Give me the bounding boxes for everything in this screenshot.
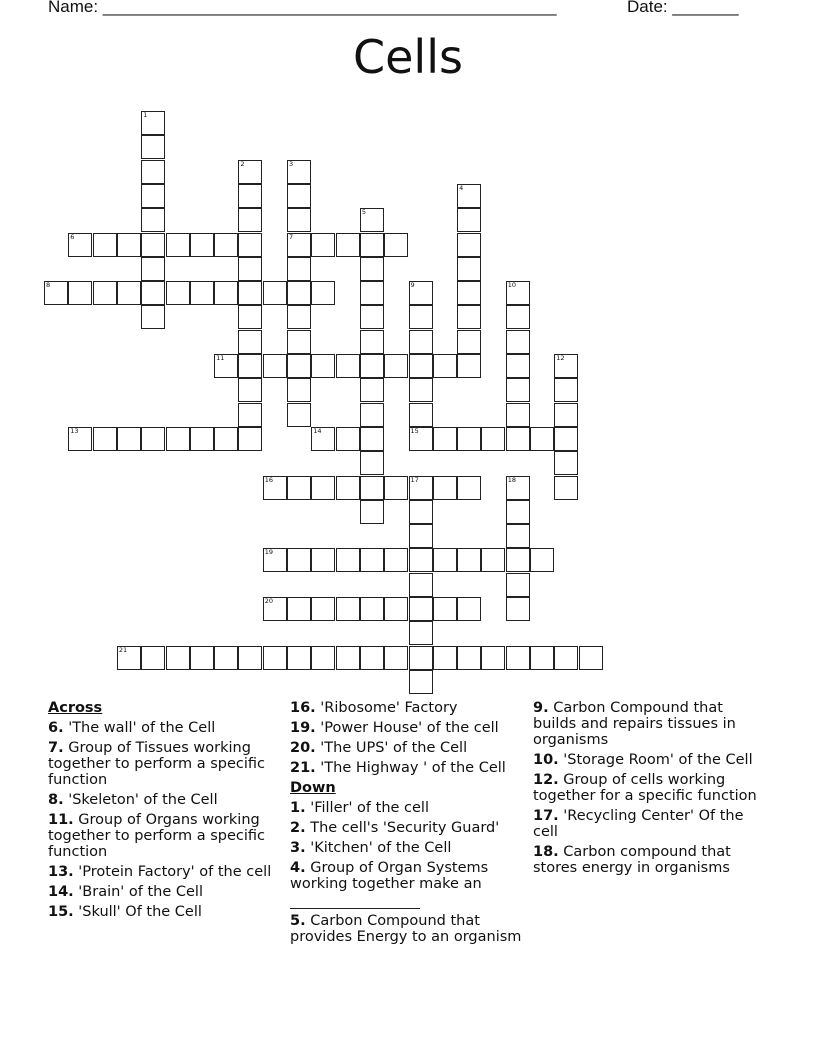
grid-cell[interactable] bbox=[238, 160, 262, 184]
grid-cell[interactable] bbox=[166, 427, 190, 451]
clue-number: 19 bbox=[264, 548, 273, 557]
grid-cell[interactable] bbox=[530, 646, 554, 670]
clue-number-label: 20. bbox=[290, 740, 316, 756]
grid-cell[interactable] bbox=[214, 646, 238, 670]
grid-cell[interactable] bbox=[409, 597, 433, 621]
clue-number-label: 3. bbox=[290, 840, 306, 856]
clue-text: 'The Highway ' of the Cell bbox=[315, 760, 506, 776]
grid-cell[interactable] bbox=[554, 427, 578, 451]
grid-cell[interactable] bbox=[141, 184, 165, 208]
grid-cell[interactable] bbox=[44, 281, 68, 305]
grid-cell[interactable] bbox=[457, 257, 481, 281]
clue-number-label: 18. bbox=[533, 844, 559, 860]
grid-cell[interactable] bbox=[384, 476, 408, 500]
grid-cell[interactable] bbox=[554, 378, 578, 402]
grid-cell[interactable] bbox=[287, 305, 311, 329]
clue-item bbox=[48, 812, 280, 860]
grid-cell[interactable] bbox=[457, 354, 481, 378]
grid-cell[interactable] bbox=[287, 476, 311, 500]
grid-cell[interactable] bbox=[311, 427, 335, 451]
grid-cell[interactable] bbox=[238, 208, 262, 232]
grid-cell[interactable] bbox=[409, 427, 433, 451]
grid-cell[interactable] bbox=[481, 548, 505, 572]
name-field[interactable]: Name: ________________________________________________ bbox=[48, 0, 557, 16]
grid-cell[interactable] bbox=[506, 524, 530, 548]
grid-cell[interactable] bbox=[481, 646, 505, 670]
clue-number-label: 14. bbox=[48, 884, 74, 900]
clue-number: 17 bbox=[410, 475, 419, 484]
grid-cell[interactable] bbox=[554, 451, 578, 475]
clue-number-label: 21. bbox=[290, 760, 316, 776]
clue-item bbox=[290, 820, 530, 836]
grid-cell[interactable] bbox=[554, 476, 578, 500]
grid-cell[interactable] bbox=[360, 208, 384, 232]
grid-cell[interactable] bbox=[287, 597, 311, 621]
grid-cell[interactable] bbox=[287, 646, 311, 670]
clue-item bbox=[48, 904, 280, 920]
grid-cell[interactable] bbox=[141, 646, 165, 670]
grid-cell[interactable] bbox=[190, 281, 214, 305]
grid-cell[interactable] bbox=[433, 597, 457, 621]
grid-cell[interactable] bbox=[457, 305, 481, 329]
grid-cell[interactable] bbox=[506, 354, 530, 378]
grid-cell[interactable] bbox=[384, 548, 408, 572]
clue-item bbox=[533, 752, 768, 768]
grid-cell[interactable] bbox=[433, 354, 457, 378]
clue-item bbox=[290, 740, 530, 756]
clue-text: Carbon Compound that provides Energy to an organism bbox=[290, 913, 522, 945]
grid-cell[interactable] bbox=[384, 597, 408, 621]
grid-cell[interactable] bbox=[457, 427, 481, 451]
grid-cell[interactable] bbox=[214, 233, 238, 257]
clue-number: 13 bbox=[70, 426, 79, 435]
clue-item bbox=[290, 720, 530, 736]
grid-cell[interactable] bbox=[238, 184, 262, 208]
clue-number-label: 7. bbox=[48, 740, 64, 756]
grid-cell[interactable] bbox=[311, 597, 335, 621]
clue-number-label: 2. bbox=[290, 820, 306, 836]
clue-text: The cell's 'Security Guard' bbox=[305, 820, 500, 836]
grid-cell[interactable] bbox=[117, 427, 141, 451]
clues-column-1 bbox=[48, 700, 280, 924]
grid-cell[interactable] bbox=[409, 573, 433, 597]
grid-cell[interactable] bbox=[506, 305, 530, 329]
clue-number-label: 1. bbox=[290, 800, 306, 816]
grid-cell[interactable] bbox=[287, 257, 311, 281]
grid-cell[interactable] bbox=[336, 354, 360, 378]
grid-cell[interactable] bbox=[409, 281, 433, 305]
grid-cell[interactable] bbox=[506, 548, 530, 572]
grid-cell[interactable] bbox=[336, 476, 360, 500]
grid-cell[interactable] bbox=[214, 354, 238, 378]
grid-cell[interactable] bbox=[141, 305, 165, 329]
clue-text: Carbon compound that stores energy in organisms bbox=[533, 844, 731, 876]
grid-cell[interactable] bbox=[457, 646, 481, 670]
grid-cell[interactable] bbox=[336, 646, 360, 670]
grid-cell[interactable] bbox=[384, 646, 408, 670]
clue-number: 3 bbox=[289, 159, 294, 168]
grid-cell[interactable] bbox=[360, 646, 384, 670]
grid-cell[interactable] bbox=[360, 451, 384, 475]
grid-cell[interactable] bbox=[409, 524, 433, 548]
clue-number: 18 bbox=[507, 475, 516, 484]
grid-cell[interactable] bbox=[287, 281, 311, 305]
grid-cell[interactable] bbox=[68, 233, 92, 257]
grid-cell[interactable] bbox=[238, 305, 262, 329]
grid-cell[interactable] bbox=[287, 233, 311, 257]
grid-cell[interactable] bbox=[311, 548, 335, 572]
grid-cell[interactable] bbox=[190, 233, 214, 257]
clue-text: 'The wall' of the Cell bbox=[63, 720, 216, 736]
clue-number-label: 15. bbox=[48, 904, 74, 920]
clue-number-label: 8. bbox=[48, 792, 64, 808]
grid-cell[interactable] bbox=[409, 305, 433, 329]
grid-cell[interactable] bbox=[141, 111, 165, 135]
grid-cell[interactable] bbox=[238, 427, 262, 451]
grid-cell[interactable] bbox=[409, 403, 433, 427]
grid-cell[interactable] bbox=[360, 500, 384, 524]
clue-item bbox=[533, 844, 768, 876]
clue-text: Carbon Compound that builds and repairs tissues in organisms bbox=[533, 700, 736, 748]
grid-cell[interactable] bbox=[554, 403, 578, 427]
grid-cell[interactable] bbox=[554, 354, 578, 378]
grid-cell[interactable] bbox=[506, 330, 530, 354]
clue-item bbox=[290, 700, 530, 716]
grid-cell[interactable] bbox=[117, 646, 141, 670]
grid-cell[interactable] bbox=[530, 427, 554, 451]
grid-cell[interactable] bbox=[360, 233, 384, 257]
grid-cell[interactable] bbox=[190, 646, 214, 670]
grid-cell[interactable] bbox=[93, 233, 117, 257]
grid-cell[interactable] bbox=[384, 233, 408, 257]
clue-text: 'The UPS' of the Cell bbox=[315, 740, 468, 756]
clue-number-label: 4. bbox=[290, 860, 306, 876]
clue-number-label: 9. bbox=[533, 700, 549, 716]
grid-cell[interactable] bbox=[238, 354, 262, 378]
grid-cell[interactable] bbox=[360, 403, 384, 427]
clue-number: 12 bbox=[556, 354, 565, 362]
grid-cell[interactable] bbox=[457, 184, 481, 208]
clue-number-label: 6. bbox=[48, 720, 64, 736]
grid-cell[interactable] bbox=[457, 476, 481, 500]
grid-cell[interactable] bbox=[360, 378, 384, 402]
clues-column-3 bbox=[533, 700, 768, 880]
grid-cell[interactable] bbox=[117, 281, 141, 305]
grid-cell[interactable] bbox=[287, 354, 311, 378]
grid-cell[interactable] bbox=[506, 646, 530, 670]
grid-cell[interactable] bbox=[238, 330, 262, 354]
grid-cell[interactable] bbox=[433, 548, 457, 572]
clue-text: 'Power House' of the cell bbox=[315, 720, 499, 736]
grid-cell[interactable] bbox=[214, 427, 238, 451]
grid-cell[interactable] bbox=[457, 548, 481, 572]
grid-cell[interactable] bbox=[506, 427, 530, 451]
grid-cell[interactable] bbox=[141, 233, 165, 257]
grid-cell[interactable] bbox=[579, 646, 603, 670]
clue-number: 4 bbox=[459, 183, 464, 192]
grid-cell[interactable] bbox=[287, 548, 311, 572]
grid-cell[interactable] bbox=[141, 160, 165, 184]
grid-cell[interactable] bbox=[238, 378, 262, 402]
clue-text: Group of cells working together for a specific function bbox=[533, 772, 757, 804]
clue-item bbox=[48, 792, 280, 808]
clue-number: 11 bbox=[216, 354, 225, 362]
grid-cell[interactable] bbox=[311, 476, 335, 500]
grid-cell[interactable] bbox=[457, 330, 481, 354]
grid-cell[interactable] bbox=[68, 281, 92, 305]
grid-cell[interactable] bbox=[530, 548, 554, 572]
grid-cell[interactable] bbox=[409, 476, 433, 500]
clue-number-label: 10. bbox=[533, 752, 559, 768]
grid-cell[interactable] bbox=[287, 160, 311, 184]
clue-item bbox=[290, 913, 530, 945]
clue-number-label: 11. bbox=[48, 812, 74, 828]
clue-number: 2 bbox=[240, 159, 245, 168]
clue-number-label: 13. bbox=[48, 864, 74, 880]
grid-cell[interactable] bbox=[360, 597, 384, 621]
grid-cell[interactable] bbox=[336, 233, 360, 257]
grid-cell[interactable] bbox=[166, 281, 190, 305]
grid-cell[interactable] bbox=[214, 281, 238, 305]
grid-cell[interactable] bbox=[263, 281, 287, 305]
grid-cell[interactable] bbox=[457, 233, 481, 257]
clue-item bbox=[48, 720, 280, 736]
clue-number-label: 16. bbox=[290, 700, 316, 716]
page-title: Cells bbox=[353, 30, 463, 84]
clue-item bbox=[48, 864, 280, 880]
grid-cell[interactable] bbox=[409, 621, 433, 645]
grid-cell[interactable] bbox=[238, 403, 262, 427]
grid-cell[interactable] bbox=[409, 330, 433, 354]
grid-cell[interactable] bbox=[263, 646, 287, 670]
grid-cell[interactable] bbox=[117, 233, 141, 257]
grid-cell[interactable] bbox=[360, 257, 384, 281]
clue-text: 'Brain' of the Cell bbox=[73, 884, 203, 900]
grid-cell[interactable] bbox=[360, 330, 384, 354]
grid-cell[interactable] bbox=[506, 597, 530, 621]
clue-text: 'Filler' of the cell bbox=[305, 800, 429, 816]
grid-cell[interactable] bbox=[141, 281, 165, 305]
grid-cell[interactable] bbox=[433, 646, 457, 670]
clue-number: 6 bbox=[70, 232, 75, 241]
grid-cell[interactable] bbox=[311, 233, 335, 257]
clue-number-label: 5. bbox=[290, 913, 306, 929]
grid-cell[interactable] bbox=[384, 354, 408, 378]
grid-cell[interactable] bbox=[554, 646, 578, 670]
grid-cell[interactable] bbox=[409, 670, 433, 694]
grid-cell[interactable] bbox=[481, 427, 505, 451]
clue-number: 5 bbox=[361, 208, 367, 217]
grid-cell[interactable] bbox=[287, 330, 311, 354]
grid-cell[interactable] bbox=[263, 354, 287, 378]
grid-cell[interactable] bbox=[93, 427, 117, 451]
clue-text: 'Recycling Center' Of the cell bbox=[533, 808, 744, 840]
grid-cell[interactable] bbox=[336, 427, 360, 451]
grid-cell[interactable] bbox=[506, 573, 530, 597]
clue-number-label: 19. bbox=[290, 720, 316, 736]
grid-cell[interactable] bbox=[409, 548, 433, 572]
grid-cell[interactable] bbox=[141, 257, 165, 281]
grid-cell[interactable] bbox=[506, 403, 530, 427]
grid-cell[interactable] bbox=[457, 597, 481, 621]
grid-cell[interactable] bbox=[506, 378, 530, 402]
clue-number: 7 bbox=[289, 232, 294, 241]
clue-number: 10 bbox=[507, 281, 516, 290]
grid-cell[interactable] bbox=[457, 281, 481, 305]
grid-cell[interactable] bbox=[336, 548, 360, 572]
clue-text: 'Skull' Of the Cell bbox=[73, 904, 202, 920]
clue-item bbox=[533, 700, 768, 748]
clue-item bbox=[533, 808, 768, 840]
clue-number: 9 bbox=[410, 281, 415, 290]
grid-cell[interactable] bbox=[409, 500, 433, 524]
clue-number: 16 bbox=[264, 475, 273, 484]
clues-column-2 bbox=[290, 700, 530, 949]
grid-cell[interactable] bbox=[506, 500, 530, 524]
date-field[interactable]: Date: _______ bbox=[627, 0, 739, 16]
grid-cell[interactable] bbox=[287, 378, 311, 402]
clue-text: 'Kitchen' of the Cell bbox=[305, 840, 452, 856]
grid-cell[interactable] bbox=[433, 476, 457, 500]
grid-cell[interactable] bbox=[166, 233, 190, 257]
clue-number: 8 bbox=[46, 281, 51, 290]
clue-text: 'Ribosome' Factory bbox=[315, 700, 458, 716]
clue-number-label: 12. bbox=[533, 772, 559, 788]
grid-cell[interactable] bbox=[360, 476, 384, 500]
clue-item bbox=[290, 840, 530, 856]
grid-cell[interactable] bbox=[409, 354, 433, 378]
grid-cell[interactable] bbox=[360, 354, 384, 378]
clue-item bbox=[48, 740, 280, 788]
grid-cell[interactable] bbox=[166, 646, 190, 670]
grid-cell[interactable] bbox=[263, 597, 287, 621]
clue-text: Group of Tissues working together to perform a specific function bbox=[48, 740, 265, 788]
grid-cell[interactable] bbox=[141, 427, 165, 451]
grid-cell[interactable] bbox=[238, 646, 262, 670]
grid-cell[interactable] bbox=[238, 281, 262, 305]
clue-text: Group of Organ Systems working together make an bbox=[290, 860, 489, 892]
clue-number: 21 bbox=[118, 645, 128, 654]
grid-cell[interactable] bbox=[311, 281, 335, 305]
clue-number: 14 bbox=[313, 426, 322, 435]
grid-cell[interactable] bbox=[311, 646, 335, 670]
clue-item bbox=[533, 772, 768, 804]
grid-cell[interactable] bbox=[360, 427, 384, 451]
clue-number: 15 bbox=[410, 426, 419, 435]
answer-blank-line bbox=[290, 892, 420, 909]
grid-cell[interactable] bbox=[457, 208, 481, 232]
grid-cell[interactable] bbox=[68, 427, 92, 451]
grid-cell[interactable] bbox=[287, 208, 311, 232]
grid-cell[interactable] bbox=[360, 548, 384, 572]
down-heading: Down bbox=[290, 780, 336, 796]
grid-cell[interactable] bbox=[93, 281, 117, 305]
clue-number: 20 bbox=[264, 597, 273, 605]
grid-cell[interactable] bbox=[141, 135, 165, 159]
clue-text: Group of Organs working together to perform a specific function bbox=[48, 812, 265, 860]
grid-cell[interactable] bbox=[190, 427, 214, 451]
clue-item bbox=[290, 800, 530, 816]
clue-item bbox=[290, 860, 530, 909]
across-heading: Across bbox=[48, 700, 103, 716]
grid-cell[interactable] bbox=[263, 548, 287, 572]
grid-cell[interactable] bbox=[287, 184, 311, 208]
grid-cell[interactable] bbox=[263, 476, 287, 500]
grid-cell[interactable] bbox=[433, 427, 457, 451]
clue-number: 1 bbox=[143, 111, 148, 119]
grid-cell[interactable] bbox=[336, 597, 360, 621]
grid-cell[interactable] bbox=[506, 281, 530, 305]
grid-cell[interactable] bbox=[360, 305, 384, 329]
grid-cell[interactable] bbox=[287, 403, 311, 427]
grid-cell[interactable] bbox=[409, 378, 433, 402]
grid-cell[interactable] bbox=[409, 646, 433, 670]
clue-number-label: 17. bbox=[533, 808, 559, 824]
clue-text: 'Storage Room' of the Cell bbox=[558, 752, 753, 768]
grid-cell[interactable] bbox=[238, 233, 262, 257]
grid-cell[interactable] bbox=[506, 476, 530, 500]
grid-cell[interactable] bbox=[238, 257, 262, 281]
grid-cell[interactable] bbox=[311, 354, 335, 378]
grid-cell[interactable] bbox=[141, 208, 165, 232]
grid-cell[interactable] bbox=[360, 281, 384, 305]
clue-item bbox=[290, 760, 530, 776]
clue-text: 'Skeleton' of the Cell bbox=[63, 792, 218, 808]
clue-text: 'Protein Factory' of the cell bbox=[73, 864, 272, 880]
clue-item bbox=[48, 884, 280, 900]
